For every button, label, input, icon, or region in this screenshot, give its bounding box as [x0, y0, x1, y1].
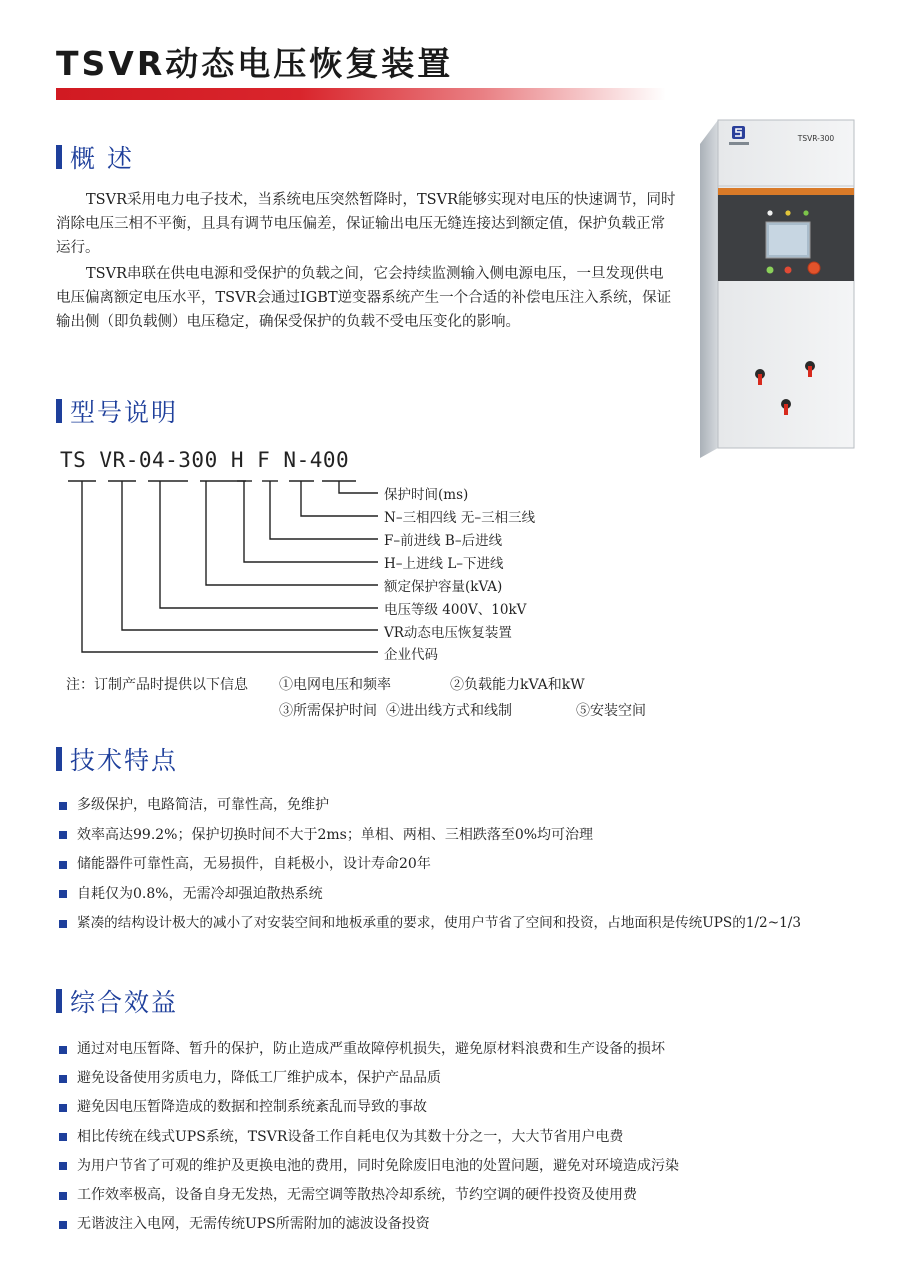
code-label-up-down: H–上进线 L–下进线	[384, 556, 504, 572]
code-label-voltage: 电压等级 400V、10kV	[384, 602, 527, 618]
list-item: 自耗仅为0.8%，无需冷却强迫散热系统	[56, 880, 801, 910]
code-label-wiring: N–三相四线 无–三相三线	[384, 510, 536, 526]
code-label-company: 企业代码	[384, 647, 438, 663]
model-code: TS VR-04-300 H F N-400	[60, 448, 350, 472]
section-marker	[56, 747, 62, 771]
section-heading-overview	[56, 140, 134, 174]
order-note-item: ④进出线方式和线制	[386, 703, 512, 719]
benefits-list	[56, 1035, 679, 1239]
section-marker	[56, 399, 62, 423]
page-title: TSVR动态电压恢复装置	[56, 44, 454, 83]
list-item: 为用户节省了可观的维护及更换电池的费用，同时免除废旧电池的处置问题，避免对环境造成污染	[56, 1152, 679, 1181]
list-item: 工作效率极高，设备自身无发热，无需空调等散热冷却系统，节约空调的硬件投资及使用费	[56, 1181, 679, 1210]
section-marker	[56, 145, 62, 169]
section-heading-benefits	[56, 984, 178, 1018]
features-list	[56, 791, 801, 939]
list-item: 储能器件可靠性高，无易损件，自耗极小，设计寿命20年	[56, 850, 801, 880]
list-item: 紧凑的结构设计极大的减小了对安装空间和地板承重的要求，使用户节省了空间和投资，占地面积是传统UPS的1/2~1/3	[56, 909, 801, 939]
list-item: 避免因电压暂降造成的数据和控制系统紊乱而导致的事故	[56, 1093, 679, 1122]
section-heading-text: 型号说明	[70, 398, 179, 427]
section-heading-text: 概 述	[70, 144, 134, 173]
product-cabinet-image	[698, 116, 858, 461]
cabinet-model-label: TSVR-300	[797, 134, 835, 143]
list-item: 相比传统在线式UPS系统，TSVR设备工作自耗电仅为其数十分之一，大大节省用户电费	[56, 1123, 679, 1152]
order-note-prefix: 注：订制产品时提供以下信息	[66, 677, 248, 693]
list-item: 通过对电压暂降、暂升的保护，防止造成严重故障停机损失，避免原材料浪费和生产设备的损坏	[56, 1035, 679, 1064]
list-item: 多级保护，电路简洁，可靠性高，免维护	[56, 791, 801, 821]
section-heading-text: 技术特点	[70, 746, 179, 775]
title-underline-bar	[56, 88, 666, 100]
order-note-item: ②负载能力kVA和kW	[450, 677, 585, 693]
overview-paragraph-1: TSVR采用电力电子技术，当系统电压突然暂降时，TSVR能够实现对电压的快速调节，同时消除电压三相不平衡，且具有调节电压偏差，保证输出电压无缝连接达到额定值，保护负载正常运行。	[56, 192, 676, 256]
code-label-vr: VR动态电压恢复装置	[384, 625, 512, 641]
list-item: 无谐波注入电网，无需传统UPS所需附加的滤波设备投资	[56, 1210, 679, 1239]
overview-paragraph-2: TSVR串联在供电电源和受保护的负载之间，它会持续监测输入侧电源电压，一旦发现供电电压偏离额定电压水平，TSVR会通过IGBT逆变器系统产生一个合适的补偿电压注入系统，保证输出侧（即负载侧）电压稳定，确保受保护的负载不受电压变化的影响。	[56, 266, 672, 330]
order-note-item: ⑤安装空间	[576, 703, 646, 719]
list-item: 避免设备使用劣质电力，降低工厂维护成本，保护产品品质	[56, 1064, 679, 1093]
section-marker	[56, 989, 62, 1013]
order-note-item: ③所需保护时间	[279, 703, 377, 719]
order-note-item: ①电网电压和频率	[279, 677, 391, 693]
section-heading-features	[56, 742, 178, 776]
section-heading-model	[56, 394, 178, 428]
list-item: 效率高达99.2%；保护切换时间不大于2ms；单相、两相、三相跌落至0%均可治理	[56, 821, 801, 851]
section-heading-text: 综合效益	[70, 988, 179, 1017]
code-label-front-back: F–前进线 B–后进线	[384, 533, 503, 549]
code-label-protect-time: 保护时间(ms)	[384, 487, 469, 503]
code-label-capacity: 额定保护容量(kVA)	[384, 579, 503, 595]
